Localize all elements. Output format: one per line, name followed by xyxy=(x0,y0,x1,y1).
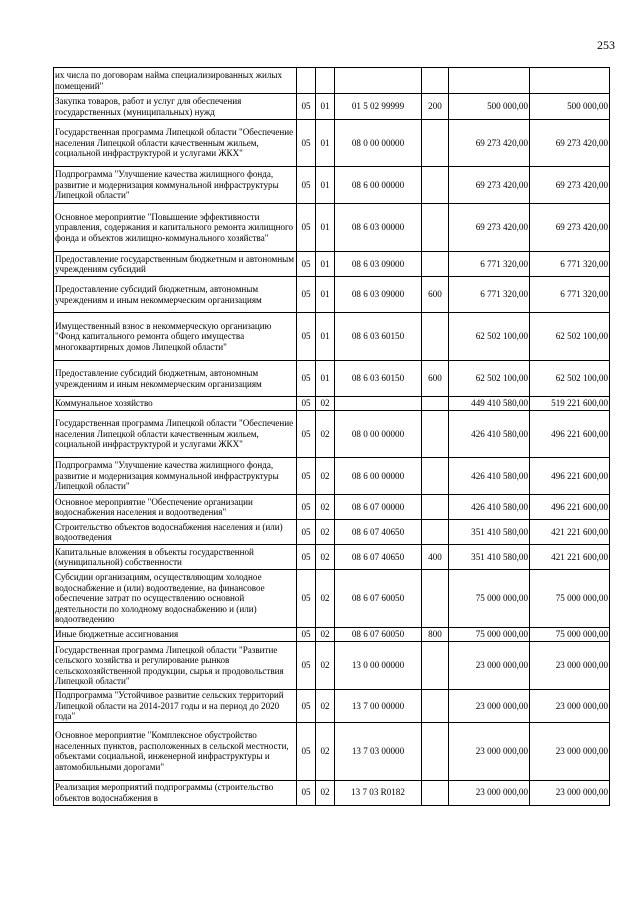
cell-expense-type xyxy=(422,690,449,723)
cell-name: Иные бюджетные ассигнования xyxy=(54,628,297,642)
cell-expense-type: 600 xyxy=(422,277,449,313)
cell-section xyxy=(297,68,316,94)
cell-amount-year1: 62 502 100,00 xyxy=(449,361,530,397)
cell-amount-year2: 421 221 600,00 xyxy=(530,545,610,570)
cell-section: 05 xyxy=(297,642,316,690)
cell-section: 05 xyxy=(297,313,316,361)
cell-section: 05 xyxy=(297,361,316,397)
table-row xyxy=(54,780,610,805)
cell-amount-year2: 519 221 600,00 xyxy=(530,397,610,411)
cell-expense-type xyxy=(422,411,449,458)
cell-section: 05 xyxy=(297,411,316,458)
cell-amount-year2: 23 000 000,00 xyxy=(530,780,610,805)
cell-name: Основное мероприятие "Комплексное обустройство населенных пунктов, расположенных в сельской местности, объектами социальной, инженерной инфраструктуры и автомобильными дорогами" xyxy=(54,722,297,780)
cell-name: Предоставление государственным бюджетным и автономным учреждениям субсидий xyxy=(54,252,297,277)
table-row xyxy=(54,520,610,545)
cell-amount-year1: 449 410 580,00 xyxy=(449,397,530,411)
cell-subsection: 02 xyxy=(316,722,335,780)
cell-target-article: 08 0 00 00000 xyxy=(335,120,422,167)
cell-amount-year2: 6 771 320,00 xyxy=(530,277,610,313)
cell-section: 05 xyxy=(297,722,316,780)
table-row xyxy=(54,411,610,458)
cell-amount-year2: 23 000 000,00 xyxy=(530,642,610,690)
table-row xyxy=(54,458,610,495)
cell-target-article: 08 6 07 60050 xyxy=(335,570,422,628)
table-row xyxy=(54,495,610,520)
cell-name: Основное мероприятие "Повышение эффективности управления, содержания и капитального ремонта жилищного фонда и объектов жилищно-коммунального хозяйства" xyxy=(54,204,297,252)
cell-name: Строительство объектов водоснабжения населения и (или) водоотведения xyxy=(54,520,297,545)
cell-amount-year2: 23 000 000,00 xyxy=(530,722,610,780)
cell-amount-year1: 69 273 420,00 xyxy=(449,167,530,204)
cell-amount-year1 xyxy=(449,68,530,94)
cell-expense-type xyxy=(422,252,449,277)
cell-amount-year2: 62 502 100,00 xyxy=(530,313,610,361)
cell-subsection: 01 xyxy=(316,277,335,313)
cell-name: Подпрограмма "Устойчивое развитие сельских территорий Липецкой области на 2014-2017 годы и на период до 2020 года" xyxy=(54,690,297,723)
cell-target-article: 13 7 03 00000 xyxy=(335,722,422,780)
cell-amount-year2: 500 000,00 xyxy=(530,94,610,120)
table-row xyxy=(54,570,610,628)
cell-amount-year1: 351 410 580,00 xyxy=(449,520,530,545)
page-number: 253 xyxy=(597,38,615,52)
cell-target-article: 08 6 07 00000 xyxy=(335,495,422,520)
cell-subsection: 01 xyxy=(316,167,335,204)
cell-section: 05 xyxy=(297,277,316,313)
cell-amount-year2: 6 771 320,00 xyxy=(530,252,610,277)
cell-expense-type xyxy=(422,642,449,690)
cell-expense-type xyxy=(422,68,449,94)
cell-target-article: 08 6 03 00000 xyxy=(335,204,422,252)
table-row xyxy=(54,68,610,94)
cell-section: 05 xyxy=(297,397,316,411)
cell-target-article: 08 6 07 40650 xyxy=(335,520,422,545)
cell-expense-type xyxy=(422,722,449,780)
cell-name: Реализация мероприятий подпрограммы (строительство объектов водоснабжения в xyxy=(54,780,297,805)
cell-name: Предоставление субсидий бюджетным, автономным учреждениям и иным некоммерческим организациям xyxy=(54,277,297,313)
cell-expense-type xyxy=(422,397,449,411)
table-row xyxy=(54,361,610,397)
cell-expense-type: 400 xyxy=(422,545,449,570)
cell-amount-year1: 62 502 100,00 xyxy=(449,313,530,361)
cell-target-article: 13 0 00 00000 xyxy=(335,642,422,690)
cell-amount-year1: 69 273 420,00 xyxy=(449,204,530,252)
cell-amount-year1: 500 000,00 xyxy=(449,94,530,120)
cell-target-article: 08 6 00 00000 xyxy=(335,167,422,204)
cell-amount-year2: 62 502 100,00 xyxy=(530,361,610,397)
cell-amount-year2: 496 221 600,00 xyxy=(530,458,610,495)
cell-section: 05 xyxy=(297,94,316,120)
cell-amount-year2: 496 221 600,00 xyxy=(530,411,610,458)
cell-amount-year1: 426 410 580,00 xyxy=(449,458,530,495)
table-row xyxy=(54,120,610,167)
cell-amount-year2: 75 000 000,00 xyxy=(530,628,610,642)
cell-name: Государственная программа Липецкой области "Обеспечение населения Липецкой области качественным жильем, социальной инфраструктурой и услугами ЖКХ" xyxy=(54,120,297,167)
cell-amount-year1: 6 771 320,00 xyxy=(449,277,530,313)
table-row xyxy=(54,397,610,411)
cell-target-article: 08 6 00 00000 xyxy=(335,458,422,495)
cell-subsection: 02 xyxy=(316,642,335,690)
cell-name: Закупка товаров, работ и услуг для обеспечения государственных (муниципальных) нужд xyxy=(54,94,297,120)
cell-subsection: 02 xyxy=(316,411,335,458)
cell-amount-year1: 426 410 580,00 xyxy=(449,495,530,520)
cell-expense-type: 600 xyxy=(422,361,449,397)
cell-expense-type: 800 xyxy=(422,628,449,642)
table-row xyxy=(54,545,610,570)
cell-target-article: 08 6 07 40650 xyxy=(335,545,422,570)
cell-subsection: 02 xyxy=(316,458,335,495)
cell-target-article: 01 5 02 99999 xyxy=(335,94,422,120)
cell-amount-year2: 69 273 420,00 xyxy=(530,167,610,204)
cell-name: Государственная программа Липецкой области "Обеспечение населения Липецкой области качественным жильем, социальной инфраструктурой и услугами ЖКХ" xyxy=(54,411,297,458)
cell-subsection: 02 xyxy=(316,628,335,642)
cell-section: 05 xyxy=(297,252,316,277)
cell-name: Имущественный взнос в некоммерческую организацию "Фонд капитального ремонта общего имущества многоквартирных домов Липецкой области" xyxy=(54,313,297,361)
cell-amount-year1: 75 000 000,00 xyxy=(449,628,530,642)
cell-amount-year2: 421 221 600,00 xyxy=(530,520,610,545)
cell-expense-type xyxy=(422,167,449,204)
table-row xyxy=(54,722,610,780)
table-body xyxy=(54,68,610,806)
cell-name: их числа по договорам найма специализированных жилых помещений" xyxy=(54,68,297,94)
cell-name: Предоставление субсидий бюджетным, автономным учреждениям и иным некоммерческим организациям xyxy=(54,361,297,397)
cell-subsection: 01 xyxy=(316,313,335,361)
table-row xyxy=(54,277,610,313)
budget-table xyxy=(53,67,610,806)
cell-name: Коммунальное хозяйство xyxy=(54,397,297,411)
cell-expense-type xyxy=(422,520,449,545)
cell-target-article: 08 6 03 09000 xyxy=(335,252,422,277)
cell-section: 05 xyxy=(297,495,316,520)
cell-section: 05 xyxy=(297,120,316,167)
table-row xyxy=(54,642,610,690)
cell-subsection: 01 xyxy=(316,252,335,277)
cell-subsection xyxy=(316,68,335,94)
cell-amount-year1: 75 000 000,00 xyxy=(449,570,530,628)
table-row xyxy=(54,204,610,252)
cell-target-article: 08 6 03 60150 xyxy=(335,361,422,397)
cell-subsection: 02 xyxy=(316,780,335,805)
cell-target-article: 08 6 03 60150 xyxy=(335,313,422,361)
cell-section: 05 xyxy=(297,520,316,545)
cell-name: Капитальные вложения в объекты государственной (муниципальной) собственности xyxy=(54,545,297,570)
table-row xyxy=(54,690,610,723)
cell-expense-type xyxy=(422,495,449,520)
cell-amount-year2: 69 273 420,00 xyxy=(530,204,610,252)
cell-subsection: 01 xyxy=(316,120,335,167)
table-row xyxy=(54,313,610,361)
cell-amount-year1: 351 410 580,00 xyxy=(449,545,530,570)
cell-expense-type xyxy=(422,120,449,167)
cell-name: Основное мероприятие "Обеспечение организации водоснабжения населения и водоотведения" xyxy=(54,495,297,520)
cell-amount-year1: 23 000 000,00 xyxy=(449,642,530,690)
table-row xyxy=(54,94,610,120)
cell-expense-type xyxy=(422,780,449,805)
cell-subsection: 01 xyxy=(316,94,335,120)
cell-section: 05 xyxy=(297,690,316,723)
cell-target-article: 08 0 00 00000 xyxy=(335,411,422,458)
cell-name: Подпрограмма "Улучшение качества жилищного фонда, развитие и модернизация коммунальной инфраструктуры Липецкой области" xyxy=(54,167,297,204)
cell-amount-year1: 23 000 000,00 xyxy=(449,722,530,780)
cell-amount-year2: 23 000 000,00 xyxy=(530,690,610,723)
cell-expense-type xyxy=(422,570,449,628)
table-row xyxy=(54,628,610,642)
cell-subsection: 02 xyxy=(316,495,335,520)
cell-amount-year1: 6 771 320,00 xyxy=(449,252,530,277)
cell-section: 05 xyxy=(297,545,316,570)
cell-expense-type xyxy=(422,204,449,252)
cell-expense-type: 200 xyxy=(422,94,449,120)
cell-subsection: 02 xyxy=(316,690,335,723)
cell-expense-type xyxy=(422,458,449,495)
cell-subsection: 02 xyxy=(316,570,335,628)
table-row xyxy=(54,167,610,204)
cell-name: Подпрограмма "Улучшение качества жилищного фонда, развитие и модернизация коммунальной инфраструктуры Липецкой области" xyxy=(54,458,297,495)
cell-name: Субсидии организациям, осуществляющим холодное водоснабжение и (или) водоотведение, на финансовое обеспечение затрат по осуществлению основной деятельности по холодному водоснабжению и (или) водоотведению xyxy=(54,570,297,628)
cell-amount-year1: 69 273 420,00 xyxy=(449,120,530,167)
cell-subsection: 02 xyxy=(316,520,335,545)
cell-section: 05 xyxy=(297,628,316,642)
cell-target-article xyxy=(335,397,422,411)
cell-amount-year1: 23 000 000,00 xyxy=(449,690,530,723)
cell-section: 05 xyxy=(297,167,316,204)
cell-section: 05 xyxy=(297,204,316,252)
cell-target-article xyxy=(335,68,422,94)
cell-section: 05 xyxy=(297,780,316,805)
table-row xyxy=(54,252,610,277)
cell-subsection: 02 xyxy=(316,545,335,570)
cell-target-article: 08 6 07 60050 xyxy=(335,628,422,642)
cell-amount-year2: 69 273 420,00 xyxy=(530,120,610,167)
cell-target-article: 13 7 03 R0182 xyxy=(335,780,422,805)
cell-amount-year2: 75 000 000,00 xyxy=(530,570,610,628)
cell-amount-year1: 426 410 580,00 xyxy=(449,411,530,458)
cell-amount-year2 xyxy=(530,68,610,94)
cell-target-article: 08 6 03 09000 xyxy=(335,277,422,313)
cell-amount-year1: 23 000 000,00 xyxy=(449,780,530,805)
cell-name: Государственная программа Липецкой области "Развитие сельского хозяйства и регулирование рынков сельскохозяйственной продукции, сырья и продовольствия Липецкой области" xyxy=(54,642,297,690)
cell-amount-year2: 496 221 600,00 xyxy=(530,495,610,520)
cell-section: 05 xyxy=(297,570,316,628)
cell-expense-type xyxy=(422,313,449,361)
cell-section: 05 xyxy=(297,458,316,495)
cell-target-article: 13 7 00 00000 xyxy=(335,690,422,723)
cell-subsection: 02 xyxy=(316,397,335,411)
cell-subsection: 01 xyxy=(316,204,335,252)
cell-subsection: 01 xyxy=(316,361,335,397)
